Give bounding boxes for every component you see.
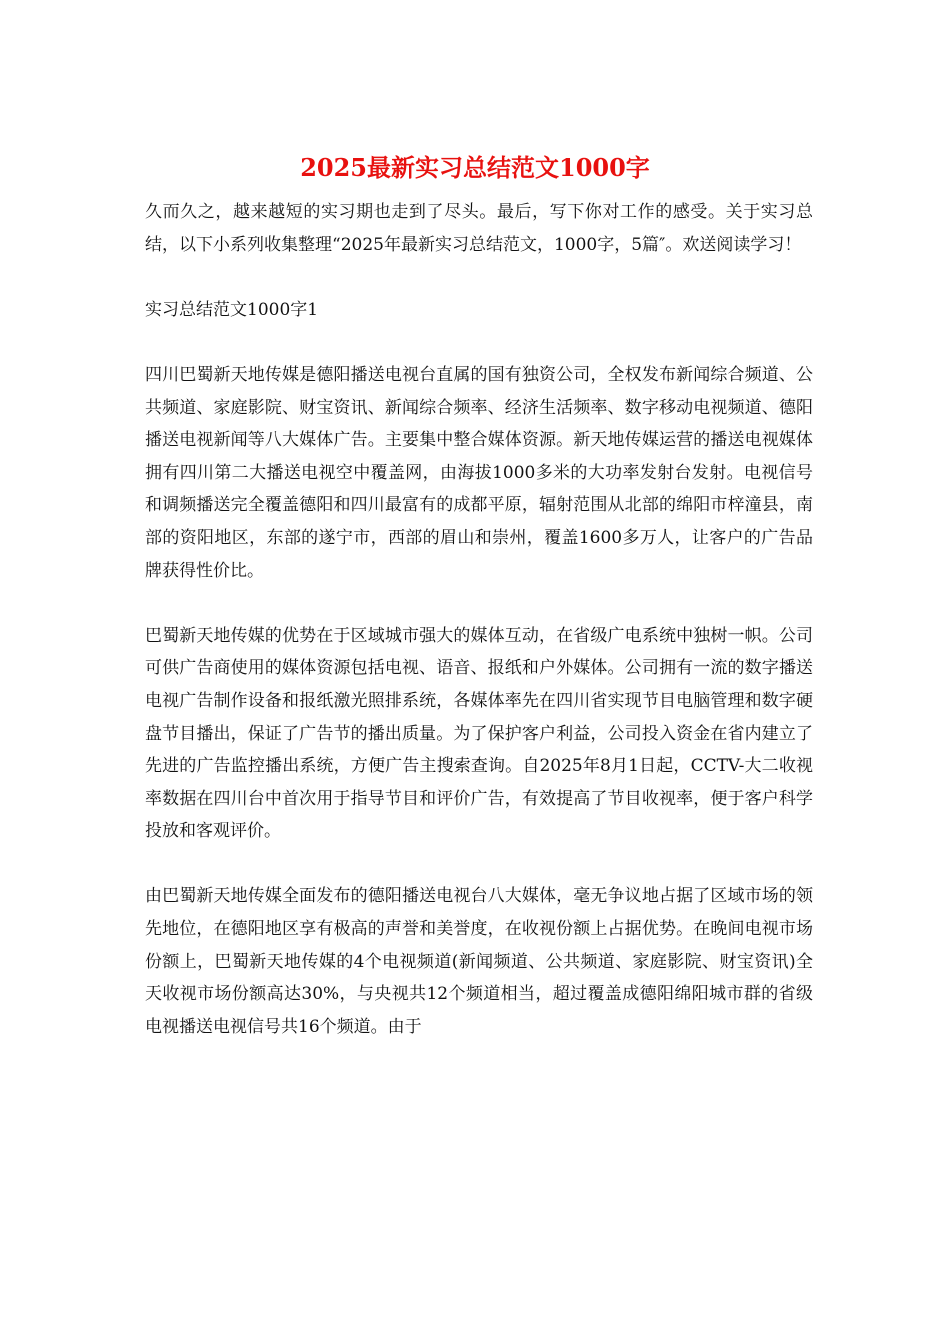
body-paragraph: 四川巴蜀新天地传媒是德阳播送电视台直属的国有独资公司，全权发布新闻综合频道、公共频道、家庭影院、财宝资讯、新闻综合频率、经济生活频率、数字移动电视频道、德阳播送电视新闻等八大媒体广告。主要集中整合媒体资源。新天地传媒运营的播送电视媒体拥有四川第二大播送电视空中覆盖网，由海拔1000多米的大功率发射台发射。电视信号和调频播送完全覆盖德阳和四川最富有的成都平原，辐射范围从北部的绵阳市梓潼县，南部的资阳地区，东部的遂宁市，西部的眉山和崇州，覆盖1600多万人，让客户的广告品牌获得性价比。 (145, 364, 813, 581)
body-paragraph: 巴蜀新天地传媒的优势在于区域城市强大的媒体互动，在省级广电系统中独树一帜。公司可供广告商使用的媒体资源包括电视、语音、报纸和户外媒体。公司拥有一流的数字播送电视广告制作设备和报纸激光照排系统，各媒体率先在四川省实现节目电脑管理和数字硬盘节目播出，保证了广告节的播出质量。为了保护客户利益，公司投入资金在省内建立了先进的广告监控播出系统，方便广告主搜索查询。自2025年8月1日起，CCTV-大二收视率数据在四川台中首次用于指导节目和评价广告，有效提高了节目收视率，便于客户科学投放和客观评价。 (145, 625, 813, 842)
body-paragraph: 由巴蜀新天地传媒全面发布的德阳播送电视台八大媒体，毫无争议地占据了区域市场的领先地位，在德阳地区享有极高的声誉和美誉度，在收视份额上占据优势。在晚间电视市场份额上，巴蜀新天地传媒的4个电视频道(新闻频道、公共频道、家庭影院、财宝资讯)全天收视市场份额高达30%，与央视共12个频道相当，超过覆盖成德阳绵阳城市群的省级电视播送电视信号共16个频道。由于 (145, 886, 813, 1037)
intro-paragraph: 久而久之，越来越短的实习期也走到了尽头。最后，写下你对工作的感受。关于实习总结，以下小系列收集整理“2025年最新实习总结范文，1000字，5篇″。欢送阅读学习！ (145, 202, 813, 255)
document-title: 2025最新实习总结范文1000字 (300, 153, 650, 182)
document-body (145, 196, 813, 1043)
section-heading: 实习总结范文1000字1 (145, 299, 319, 320)
